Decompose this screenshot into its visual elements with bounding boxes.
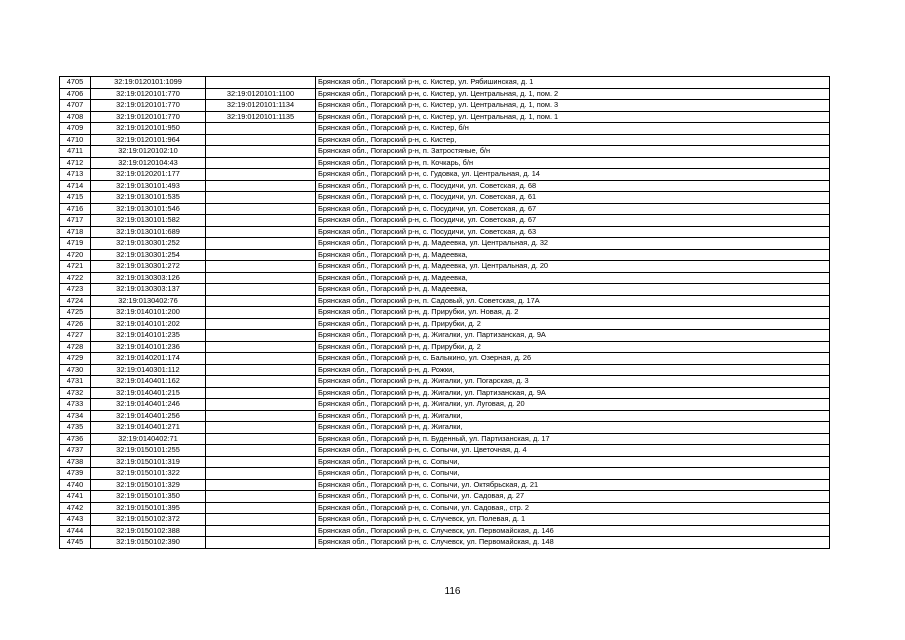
address-cell: Брянская обл., Погарский р-н, д. Жигалки, ул. Партизанская, д. 9А <box>316 387 830 399</box>
address-cell: Брянская обл., Погарский р-н, с. Кистер, <box>316 134 830 146</box>
cadastral-number-cell: 32:19:0140101:236 <box>91 341 206 353</box>
room-cadastral-number-cell <box>206 422 316 434</box>
cadastral-number-cell: 32:19:0120102:10 <box>91 146 206 158</box>
cadastral-number-cell: 32:19:0140401:215 <box>91 387 206 399</box>
cadastral-number-cell: 32:19:0140101:235 <box>91 330 206 342</box>
row-number-cell: 4738 <box>60 456 91 468</box>
room-cadastral-number-cell <box>206 318 316 330</box>
room-cadastral-number-cell <box>206 341 316 353</box>
table-row <box>60 307 830 319</box>
table-row <box>60 249 830 261</box>
address-cell: Брянская обл., Погарский р-н, с. Кистер, ул. Центральная, д. 1, пом. 2 <box>316 88 830 100</box>
cadastral-number-cell: 32:19:0150102:388 <box>91 525 206 537</box>
row-number-cell: 4709 <box>60 123 91 135</box>
address-cell: Брянская обл., Погарский р-н, д. Мадеевка, ул. Центральная, д. 20 <box>316 261 830 273</box>
address-cell: Брянская обл., Погарский р-н, с. Гудовка, ул. Центральная, д. 14 <box>316 169 830 181</box>
address-cell: Брянская обл., Погарский р-н, с. Посудичи, ул. Советская, д. 68 <box>316 180 830 192</box>
row-number-cell: 4713 <box>60 169 91 181</box>
room-cadastral-number-cell <box>206 307 316 319</box>
row-number-cell: 4735 <box>60 422 91 434</box>
table-row <box>60 353 830 365</box>
table-row <box>60 203 830 215</box>
room-cadastral-number-cell <box>206 226 316 238</box>
table-row <box>60 261 830 273</box>
cadastral-number-cell: 32:19:0120101:964 <box>91 134 206 146</box>
address-cell: Брянская обл., Погарский р-н, д. Жигалки, ул. Партизанская, д. 9А <box>316 330 830 342</box>
room-cadastral-number-cell <box>206 502 316 514</box>
row-number-cell: 4741 <box>60 491 91 503</box>
row-number-cell: 4732 <box>60 387 91 399</box>
room-cadastral-number-cell <box>206 468 316 480</box>
table-row <box>60 318 830 330</box>
address-cell: Брянская обл., Погарский р-н, д. Жигалки, <box>316 422 830 434</box>
row-number-cell: 4711 <box>60 146 91 158</box>
row-number-cell: 4734 <box>60 410 91 422</box>
room-cadastral-number-cell <box>206 215 316 227</box>
row-number-cell: 4721 <box>60 261 91 273</box>
row-number-cell: 4742 <box>60 502 91 514</box>
cadastral-number-cell: 32:19:0130303:126 <box>91 272 206 284</box>
address-cell: Брянская обл., Погарский р-н, д. Мадеевка, <box>316 249 830 261</box>
room-cadastral-number-cell <box>206 387 316 399</box>
cadastral-number-cell: 32:19:0150101:255 <box>91 445 206 457</box>
cadastral-number-cell: 32:19:0130301:272 <box>91 261 206 273</box>
table-row <box>60 146 830 158</box>
row-number-cell: 4714 <box>60 180 91 192</box>
address-cell: Брянская обл., Погарский р-н, д. Прирубки, д. 2 <box>316 318 830 330</box>
address-cell: Брянская обл., Погарский р-н, с. Кистер, б/н <box>316 123 830 135</box>
table-row <box>60 238 830 250</box>
room-cadastral-number-cell <box>206 261 316 273</box>
row-number-cell: 4708 <box>60 111 91 123</box>
row-number-cell: 4727 <box>60 330 91 342</box>
row-number-cell: 4726 <box>60 318 91 330</box>
room-cadastral-number-cell <box>206 157 316 169</box>
row-number-cell: 4725 <box>60 307 91 319</box>
room-cadastral-number-cell <box>206 203 316 215</box>
cadastral-number-cell: 32:19:0130101:535 <box>91 192 206 204</box>
table-row <box>60 502 830 514</box>
row-number-cell: 4733 <box>60 399 91 411</box>
cadastral-number-cell: 32:19:0130101:493 <box>91 180 206 192</box>
cadastral-number-cell: 32:19:0130402:76 <box>91 295 206 307</box>
cadastral-number-cell: 32:19:0130301:254 <box>91 249 206 261</box>
row-number-cell: 4717 <box>60 215 91 227</box>
table-row <box>60 433 830 445</box>
cadastral-number-cell: 32:19:0140401:162 <box>91 376 206 388</box>
room-cadastral-number-cell <box>206 491 316 503</box>
room-cadastral-number-cell <box>206 284 316 296</box>
cadastral-number-cell: 32:19:0150101:395 <box>91 502 206 514</box>
address-cell: Брянская обл., Погарский р-н, д. Прирубки, ул. Новая, д. 2 <box>316 307 830 319</box>
table-row <box>60 537 830 549</box>
address-cell: Брянская обл., Погарский р-н, д. Мадеевка, <box>316 284 830 296</box>
room-cadastral-number-cell <box>206 353 316 365</box>
row-number-cell: 4745 <box>60 537 91 549</box>
table-row <box>60 410 830 422</box>
room-cadastral-number-cell <box>206 123 316 135</box>
table-row <box>60 422 830 434</box>
address-cell: Брянская обл., Погарский р-н, п. Садовый, ул. Советская, д. 17А <box>316 295 830 307</box>
cadastral-number-cell: 32:19:0140401:256 <box>91 410 206 422</box>
address-cell: Брянская обл., Погарский р-н, с. Сопычи, <box>316 468 830 480</box>
cadastral-number-cell: 32:19:0130101:582 <box>91 215 206 227</box>
address-cell: Брянская обл., Погарский р-н, с. Сопычи, ул. Садовая,, стр. 2 <box>316 502 830 514</box>
table-row <box>60 157 830 169</box>
row-number-cell: 4718 <box>60 226 91 238</box>
cadastral-number-cell: 32:19:0150102:372 <box>91 514 206 526</box>
address-cell: Брянская обл., Погарский р-н, с. Посудичи, ул. Советская, д. 61 <box>316 192 830 204</box>
cadastral-number-cell: 32:19:0120104:43 <box>91 157 206 169</box>
table-row <box>60 387 830 399</box>
page-number: 116 <box>444 586 461 597</box>
table-row <box>60 192 830 204</box>
address-cell: Брянская обл., Погарский р-н, д. Жигалки, ул. Луговая, д. 20 <box>316 399 830 411</box>
room-cadastral-number-cell <box>206 238 316 250</box>
row-number-cell: 4706 <box>60 88 91 100</box>
address-cell: Брянская обл., Погарский р-н, с. Кистер, ул. Центральная, д. 1, пом. 1 <box>316 111 830 123</box>
row-number-cell: 4740 <box>60 479 91 491</box>
room-cadastral-number-cell <box>206 180 316 192</box>
table-row <box>60 341 830 353</box>
cadastral-number-cell: 32:19:0150101:322 <box>91 468 206 480</box>
room-cadastral-number-cell <box>206 134 316 146</box>
room-cadastral-number-cell <box>206 364 316 376</box>
address-cell: Брянская обл., Погарский р-н, с. Кистер, ул. Центральная, д. 1, пом. 3 <box>316 100 830 112</box>
address-cell: Брянская обл., Погарский р-н, с. Сопычи, <box>316 456 830 468</box>
cadastral-number-cell: 32:19:0130101:689 <box>91 226 206 238</box>
row-number-cell: 4744 <box>60 525 91 537</box>
room-cadastral-number-cell <box>206 169 316 181</box>
row-number-cell: 4705 <box>60 77 91 89</box>
address-cell: Брянская обл., Погарский р-н, д. Мадеевка, ул. Центральная, д. 32 <box>316 238 830 250</box>
address-cell: Брянская обл., Погарский р-н, с. Посудичи, ул. Советская, д. 67 <box>316 215 830 227</box>
address-cell: Брянская обл., Погарский р-н, д. Прирубки, д. 2 <box>316 341 830 353</box>
table-row <box>60 445 830 457</box>
row-number-cell: 4724 <box>60 295 91 307</box>
room-cadastral-number-cell <box>206 433 316 445</box>
address-cell: Брянская обл., Погарский р-н, с. Балыкино, ул. Озерная, д. 26 <box>316 353 830 365</box>
table-row <box>60 399 830 411</box>
room-cadastral-number-cell <box>206 272 316 284</box>
table-row <box>60 284 830 296</box>
table-row <box>60 514 830 526</box>
register-table-body <box>60 77 830 549</box>
address-cell: Брянская обл., Погарский р-н, с. Случевск, ул. Первомайская, д. 146 <box>316 525 830 537</box>
cadastral-number-cell: 32:19:0140401:246 <box>91 399 206 411</box>
row-number-cell: 4729 <box>60 353 91 365</box>
address-cell: Брянская обл., Погарский р-н, с. Посудичи, ул. Советская, д. 67 <box>316 203 830 215</box>
room-cadastral-number-cell: 32:19:0120101:1134 <box>206 100 316 112</box>
row-number-cell: 4723 <box>60 284 91 296</box>
room-cadastral-number-cell <box>206 295 316 307</box>
table-row <box>60 134 830 146</box>
cadastral-number-cell: 32:19:0130303:137 <box>91 284 206 296</box>
address-cell: Брянская обл., Погарский р-н, с. Кистер, ул. Рябишинская, д. 1 <box>316 77 830 89</box>
row-number-cell: 4720 <box>60 249 91 261</box>
row-number-cell: 4728 <box>60 341 91 353</box>
cadastral-number-cell: 32:19:0150101:350 <box>91 491 206 503</box>
row-number-cell: 4737 <box>60 445 91 457</box>
address-cell: Брянская обл., Погарский р-н, д. Жигалки, <box>316 410 830 422</box>
table-row <box>60 525 830 537</box>
address-cell: Брянская обл., Погарский р-н, с. Случевск, ул. Полевая, д. 1 <box>316 514 830 526</box>
room-cadastral-number-cell <box>206 330 316 342</box>
room-cadastral-number-cell: 32:19:0120101:1100 <box>206 88 316 100</box>
table-row <box>60 330 830 342</box>
row-number-cell: 4719 <box>60 238 91 250</box>
cadastral-number-cell: 32:19:0120201:177 <box>91 169 206 181</box>
cadastral-number-cell: 32:19:0130101:546 <box>91 203 206 215</box>
address-cell: Брянская обл., Погарский р-н, п. Буденный, ул. Партизанская, д. 17 <box>316 433 830 445</box>
address-cell: Брянская обл., Погарский р-н, п. Кочкарь, б/н <box>316 157 830 169</box>
room-cadastral-number-cell <box>206 249 316 261</box>
cadastral-number-cell: 32:19:0150101:319 <box>91 456 206 468</box>
table-row <box>60 100 830 112</box>
table-row <box>60 479 830 491</box>
table-row <box>60 169 830 181</box>
address-cell: Брянская обл., Погарский р-н, с. Случевск, ул. Первомайская, д. 148 <box>316 537 830 549</box>
address-cell: Брянская обл., Погарский р-н, д. Рожки, <box>316 364 830 376</box>
table-row <box>60 215 830 227</box>
row-number-cell: 4739 <box>60 468 91 480</box>
cadastral-number-cell: 32:19:0140401:271 <box>91 422 206 434</box>
address-cell: Брянская обл., Погарский р-н, п. Затростяные, б/н <box>316 146 830 158</box>
table-row <box>60 180 830 192</box>
table-row <box>60 123 830 135</box>
cadastral-number-cell: 32:19:0140101:202 <box>91 318 206 330</box>
room-cadastral-number-cell <box>206 445 316 457</box>
cadastral-number-cell: 32:19:0140101:200 <box>91 307 206 319</box>
address-cell: Брянская обл., Погарский р-н, с. Сопычи, ул. Цветочная, д. 4 <box>316 445 830 457</box>
room-cadastral-number-cell <box>206 376 316 388</box>
row-number-cell: 4707 <box>60 100 91 112</box>
cadastral-number-cell: 32:19:0140301:112 <box>91 364 206 376</box>
room-cadastral-number-cell <box>206 410 316 422</box>
room-cadastral-number-cell <box>206 479 316 491</box>
row-number-cell: 4716 <box>60 203 91 215</box>
room-cadastral-number-cell <box>206 456 316 468</box>
table-row <box>60 272 830 284</box>
room-cadastral-number-cell <box>206 399 316 411</box>
row-number-cell: 4730 <box>60 364 91 376</box>
row-number-cell: 4722 <box>60 272 91 284</box>
row-number-cell: 4743 <box>60 514 91 526</box>
room-cadastral-number-cell <box>206 192 316 204</box>
table-row <box>60 295 830 307</box>
row-number-cell: 4710 <box>60 134 91 146</box>
room-cadastral-number-cell: 32:19:0120101:1135 <box>206 111 316 123</box>
room-cadastral-number-cell <box>206 525 316 537</box>
row-number-cell: 4736 <box>60 433 91 445</box>
register-table <box>59 76 830 549</box>
room-cadastral-number-cell <box>206 77 316 89</box>
table-row <box>60 88 830 100</box>
table-row <box>60 491 830 503</box>
row-number-cell: 4715 <box>60 192 91 204</box>
address-cell: Брянская обл., Погарский р-н, д. Мадеевка, <box>316 272 830 284</box>
row-number-cell: 4731 <box>60 376 91 388</box>
cadastral-number-cell: 32:19:0140201:174 <box>91 353 206 365</box>
cadastral-number-cell: 32:19:0120101:770 <box>91 111 206 123</box>
cadastral-number-cell: 32:19:0120101:770 <box>91 88 206 100</box>
cadastral-number-cell: 32:19:0120101:1099 <box>91 77 206 89</box>
room-cadastral-number-cell <box>206 537 316 549</box>
cadastral-number-cell: 32:19:0140402:71 <box>91 433 206 445</box>
table-row <box>60 456 830 468</box>
table-row <box>60 468 830 480</box>
address-cell: Брянская обл., Погарский р-н, д. Жигалки, ул. Погарская, д. 3 <box>316 376 830 388</box>
cadastral-number-cell: 32:19:0150101:329 <box>91 479 206 491</box>
address-cell: Брянская обл., Погарский р-н, с. Сопычи, ул. Садовая, д. 27 <box>316 491 830 503</box>
table-row <box>60 77 830 89</box>
table-row <box>60 364 830 376</box>
table-row <box>60 111 830 123</box>
table-row <box>60 376 830 388</box>
room-cadastral-number-cell <box>206 514 316 526</box>
room-cadastral-number-cell <box>206 146 316 158</box>
cadastral-number-cell: 32:19:0120101:770 <box>91 100 206 112</box>
row-number-cell: 4712 <box>60 157 91 169</box>
cadastral-number-cell: 32:19:0120101:950 <box>91 123 206 135</box>
address-cell: Брянская обл., Погарский р-н, с. Посудичи, ул. Советская, д. 63 <box>316 226 830 238</box>
cadastral-number-cell: 32:19:0150102:390 <box>91 537 206 549</box>
cadastral-number-cell: 32:19:0130301:252 <box>91 238 206 250</box>
address-cell: Брянская обл., Погарский р-н, с. Сопычи, ул. Октябрьская, д. 21 <box>316 479 830 491</box>
table-row <box>60 226 830 238</box>
